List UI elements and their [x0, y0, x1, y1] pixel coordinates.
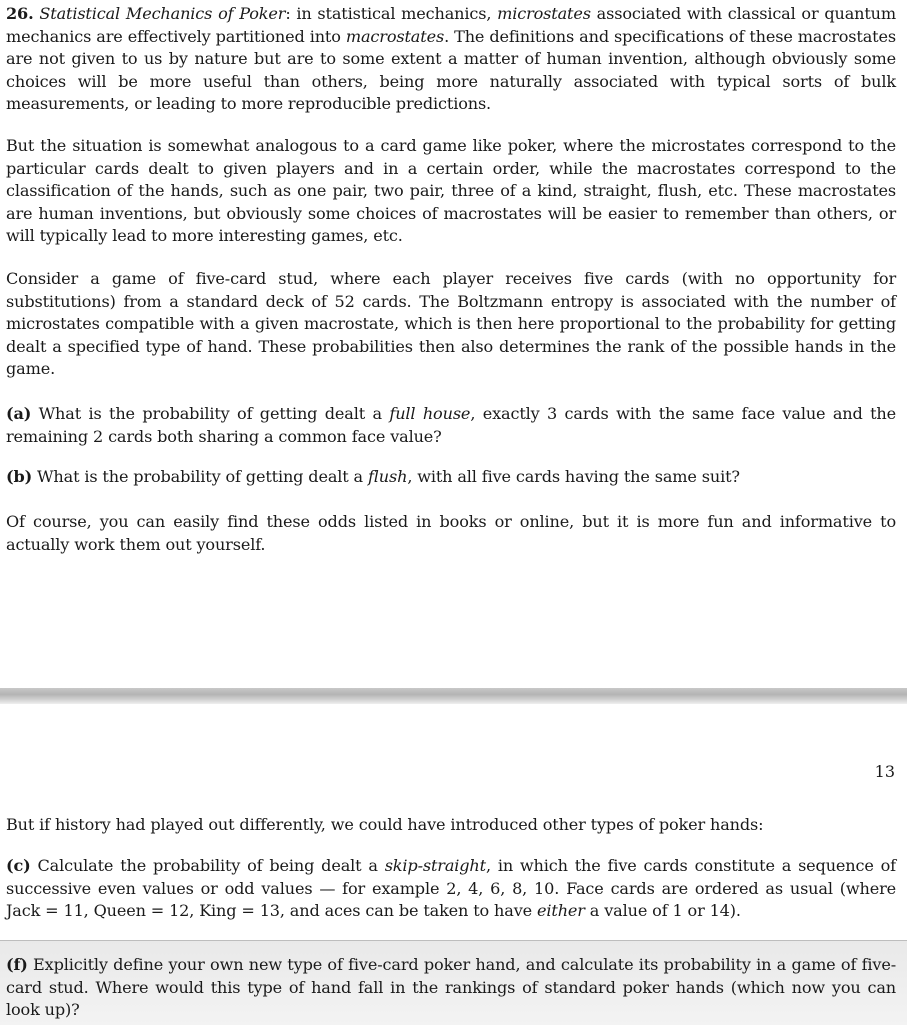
problem-title: Statistical Mechanics of Poker [39, 4, 286, 23]
problem-intro-paragraph: 26. Statistical Mechanics of Poker: in statistical mechanics, microstates associated with classical or quantum mechanics are effectively partitioned into macrostates. The definitions and specifications of these macrostates are not given to us by nature but are to some extent a matter of human invention, although obviously some choices will be more useful than others, being more naturally associated with typical sorts of bulk measurements, or leading to more reproducible predictions. [6, 4, 896, 113]
analogy-paragraph: But the situation is somewhat analogous to a card game like poker, where the microstates correspond to the particular cards dealt to given players and in a certain order, while the macrostates correspond to the classification of the hands, such as one pair, two pair, three of a kind, straight, flush, etc. These macrostates are human inventions, but obviously some choices of macrostates will be easier to remember than others, or will typically lead to more interesting games, etc. [6, 136, 896, 245]
part-c-question: (c) Calculate the probability of being dealt a skip-straight, in which the five cards constitute a sequence of successive even values or odd values — for example 2, 4, 6, 8, 10. Face cards are ordered as usual (where Jack = 11, Queen = 12, King = 13, and aces can be taken to have either a value of 1 or 14). [6, 856, 896, 920]
page-number: 13 [874, 762, 895, 781]
closing-paragraph: Of course, you can easily find these odds listed in books or online, but it is more fun and informative to actually work them out yourself. [6, 512, 896, 554]
five-card-stud-paragraph: Consider a game of five-card stud, where each player receives five cards (with no opportunity for substitutions) from a standard deck of 52 cards. The Boltzmann entropy is associated with the number of microstates compatible with a given macrostate, which is then here proportional to the probability for getting dealt a specified type of hand. These probabilities then also determines the rank of the possible hands in the game. [6, 269, 896, 378]
part-a-question: (a) What is the probability of getting dealt a full house, exactly 3 cards with the same face value and the remaining 2 cards both sharing a common face value? [6, 404, 897, 446]
problem-number: 26. [6, 4, 34, 23]
other-hands-intro: But if history had played out differently, we could have introduced other types of poker hands: [6, 815, 764, 834]
part-f-question: (f) Explicitly define your own new type of five-card poker hand, and calculate its probability in a game of five-card stud. Where would this type of hand fall in the rankings of standard poker hands (which now you can look up)? [6, 955, 896, 1019]
part-b-question: (b) What is the probability of getting dealt a flush, with all five cards having the same suit? [6, 467, 740, 486]
page-separator [0, 688, 907, 704]
